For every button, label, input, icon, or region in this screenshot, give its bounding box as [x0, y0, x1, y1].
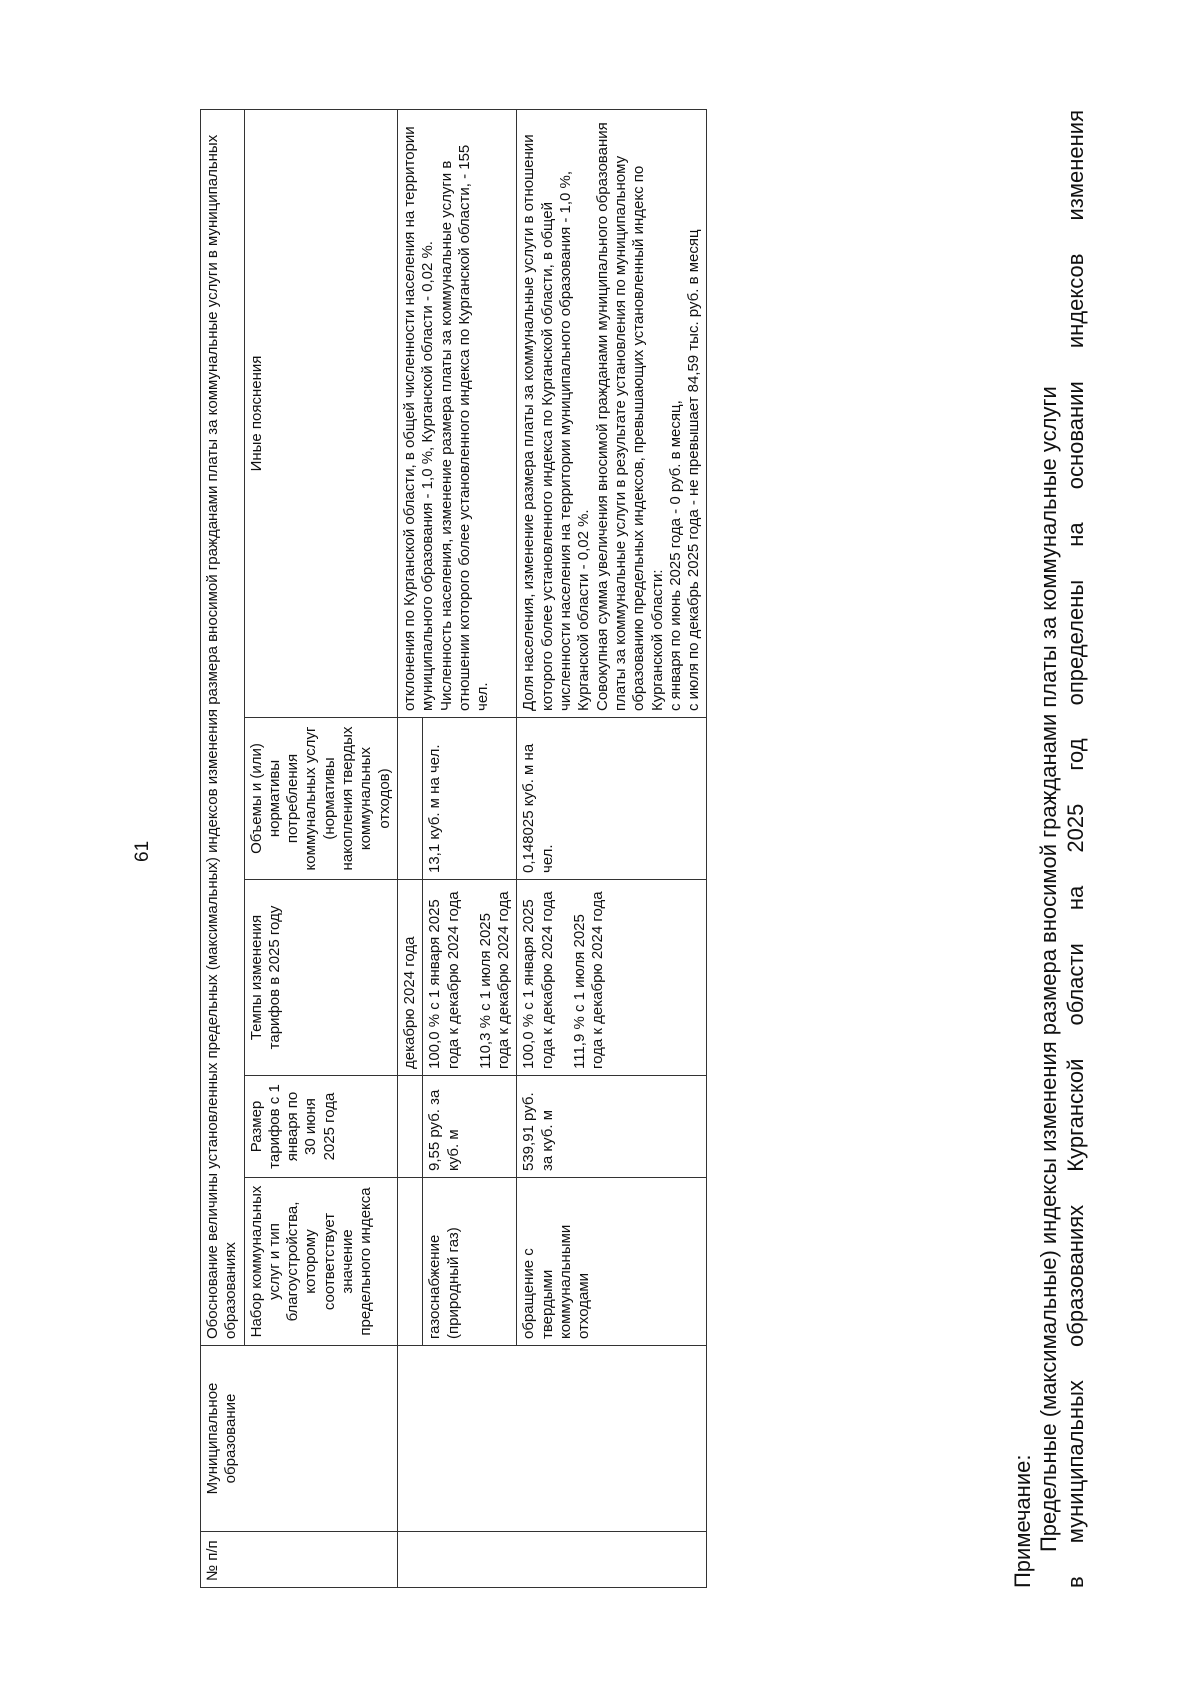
- rate-text: 100,0 % с 1 января 2025 года к декабрю 2024 года: [520, 891, 556, 1069]
- page-number: 61: [132, 840, 153, 862]
- cell-service-continued: [397, 1178, 422, 1346]
- cell-other-continued: [397, 109, 516, 717]
- other-note-text: Численность населения, изменение размера платы за коммунальные услуги в отношении которого более установленного индекса по Курганской области, - 155 чел.: [437, 144, 492, 711]
- header-tariff-rates: Темпы изменения тарифов в 2025 году: [244, 880, 397, 1076]
- cell-volume-gas: 13,1 куб. м на чел.: [423, 718, 517, 880]
- cell-rates-gas: [423, 880, 517, 1076]
- cell-tariff-waste: 539,91 руб. за куб. м: [517, 1076, 707, 1178]
- cell-municipality: [397, 1346, 706, 1532]
- note-line: в муниципальных образованиях Курганской области на 2025 год определены на основании индексов изменения: [1062, 110, 1088, 1588]
- cell-service-waste: обращение с твердыми коммунальными отходами: [517, 1178, 707, 1346]
- other-note-text: отклонения по Курганской области, в общей численности населения на территории муниципального образования - 1,0 %, Курганской области - 0,02 %.: [400, 126, 437, 711]
- note-label: Примечание:: [1010, 1454, 1035, 1588]
- cell-volume-waste: 0,148025 куб. м на чел.: [517, 718, 707, 880]
- header-number: № п/п: [201, 1532, 398, 1588]
- table-header-row: [201, 109, 245, 1587]
- header-volumes: Объемы и (или) нормативы потребления коммунальных услуг (нормативы накопления твердых коммунальных отходов): [244, 718, 397, 880]
- rate-text: 111,9 % с 1 июля 2025 года к декабрю 2024 года: [571, 891, 607, 1069]
- cell-other-waste: [517, 109, 707, 717]
- other-note-text: Совокупная сумма увеличения вносимой гражданами муниципального образования платы за коммунальные услуги в результате установления по муниципальному образованию предельных индексов, превышающих установленный индекс по Курганской области:: [593, 122, 666, 711]
- justification-table: [200, 109, 707, 1588]
- header-tariff-size: Размер тарифов с 1 января по 30 июня 2025 года: [244, 1076, 397, 1178]
- cell-number: [397, 1532, 706, 1588]
- cell-rates-waste: [517, 880, 707, 1076]
- other-note-text: с июля по декабрь 2025 года - не превышает 84,59 тыс. руб. в месяц: [685, 229, 703, 711]
- header-service-set: Набор коммунальных услуг и тип благоустройства, которому соответствует значение предельного индекса: [244, 1178, 397, 1346]
- cell-tariff-continued: [397, 1076, 422, 1178]
- note-block: [1010, 110, 1089, 1588]
- cell-rate-continued: декабрю 2024 года: [397, 880, 422, 1076]
- cell-volume-continued: [397, 718, 422, 880]
- rate-text: 100,0 % с 1 января 2025 года к декабрю 2024 года: [426, 891, 462, 1069]
- cell-service-gas: газоснабжение (природный газ): [423, 1178, 517, 1346]
- rate-text: 110,3 % с 1 июля 2025 года к декабрю 2024 года: [476, 891, 513, 1069]
- header-municipality: Муниципальное образование: [201, 1346, 398, 1532]
- other-note-text: с января по июнь 2025 года - 0 руб. в месяц,: [666, 400, 684, 711]
- other-note-text: Доля населения, изменение размера платы за коммунальные услуги в отношении которого более установленного индекса по Курганской области, в общей численности населения на территории муниципального образования - 1,0 %, Курганской области - 0,02 %.: [520, 134, 593, 711]
- table-row: [397, 109, 422, 1587]
- header-other-notes: Иные пояснения: [244, 109, 397, 717]
- header-justification: Обоснование величины установленных предельных (максимальных) индексов изменения размера вносимой гражданами платы за коммунальные услуги в муниципальных образованиях: [201, 109, 245, 1345]
- note-line: Предельные (максимальные) индексы изменения размера вносимой гражданами платы за коммунальные услуги: [1036, 386, 1062, 1552]
- cell-tariff-gas: 9,55 руб. за куб. м: [423, 1076, 517, 1178]
